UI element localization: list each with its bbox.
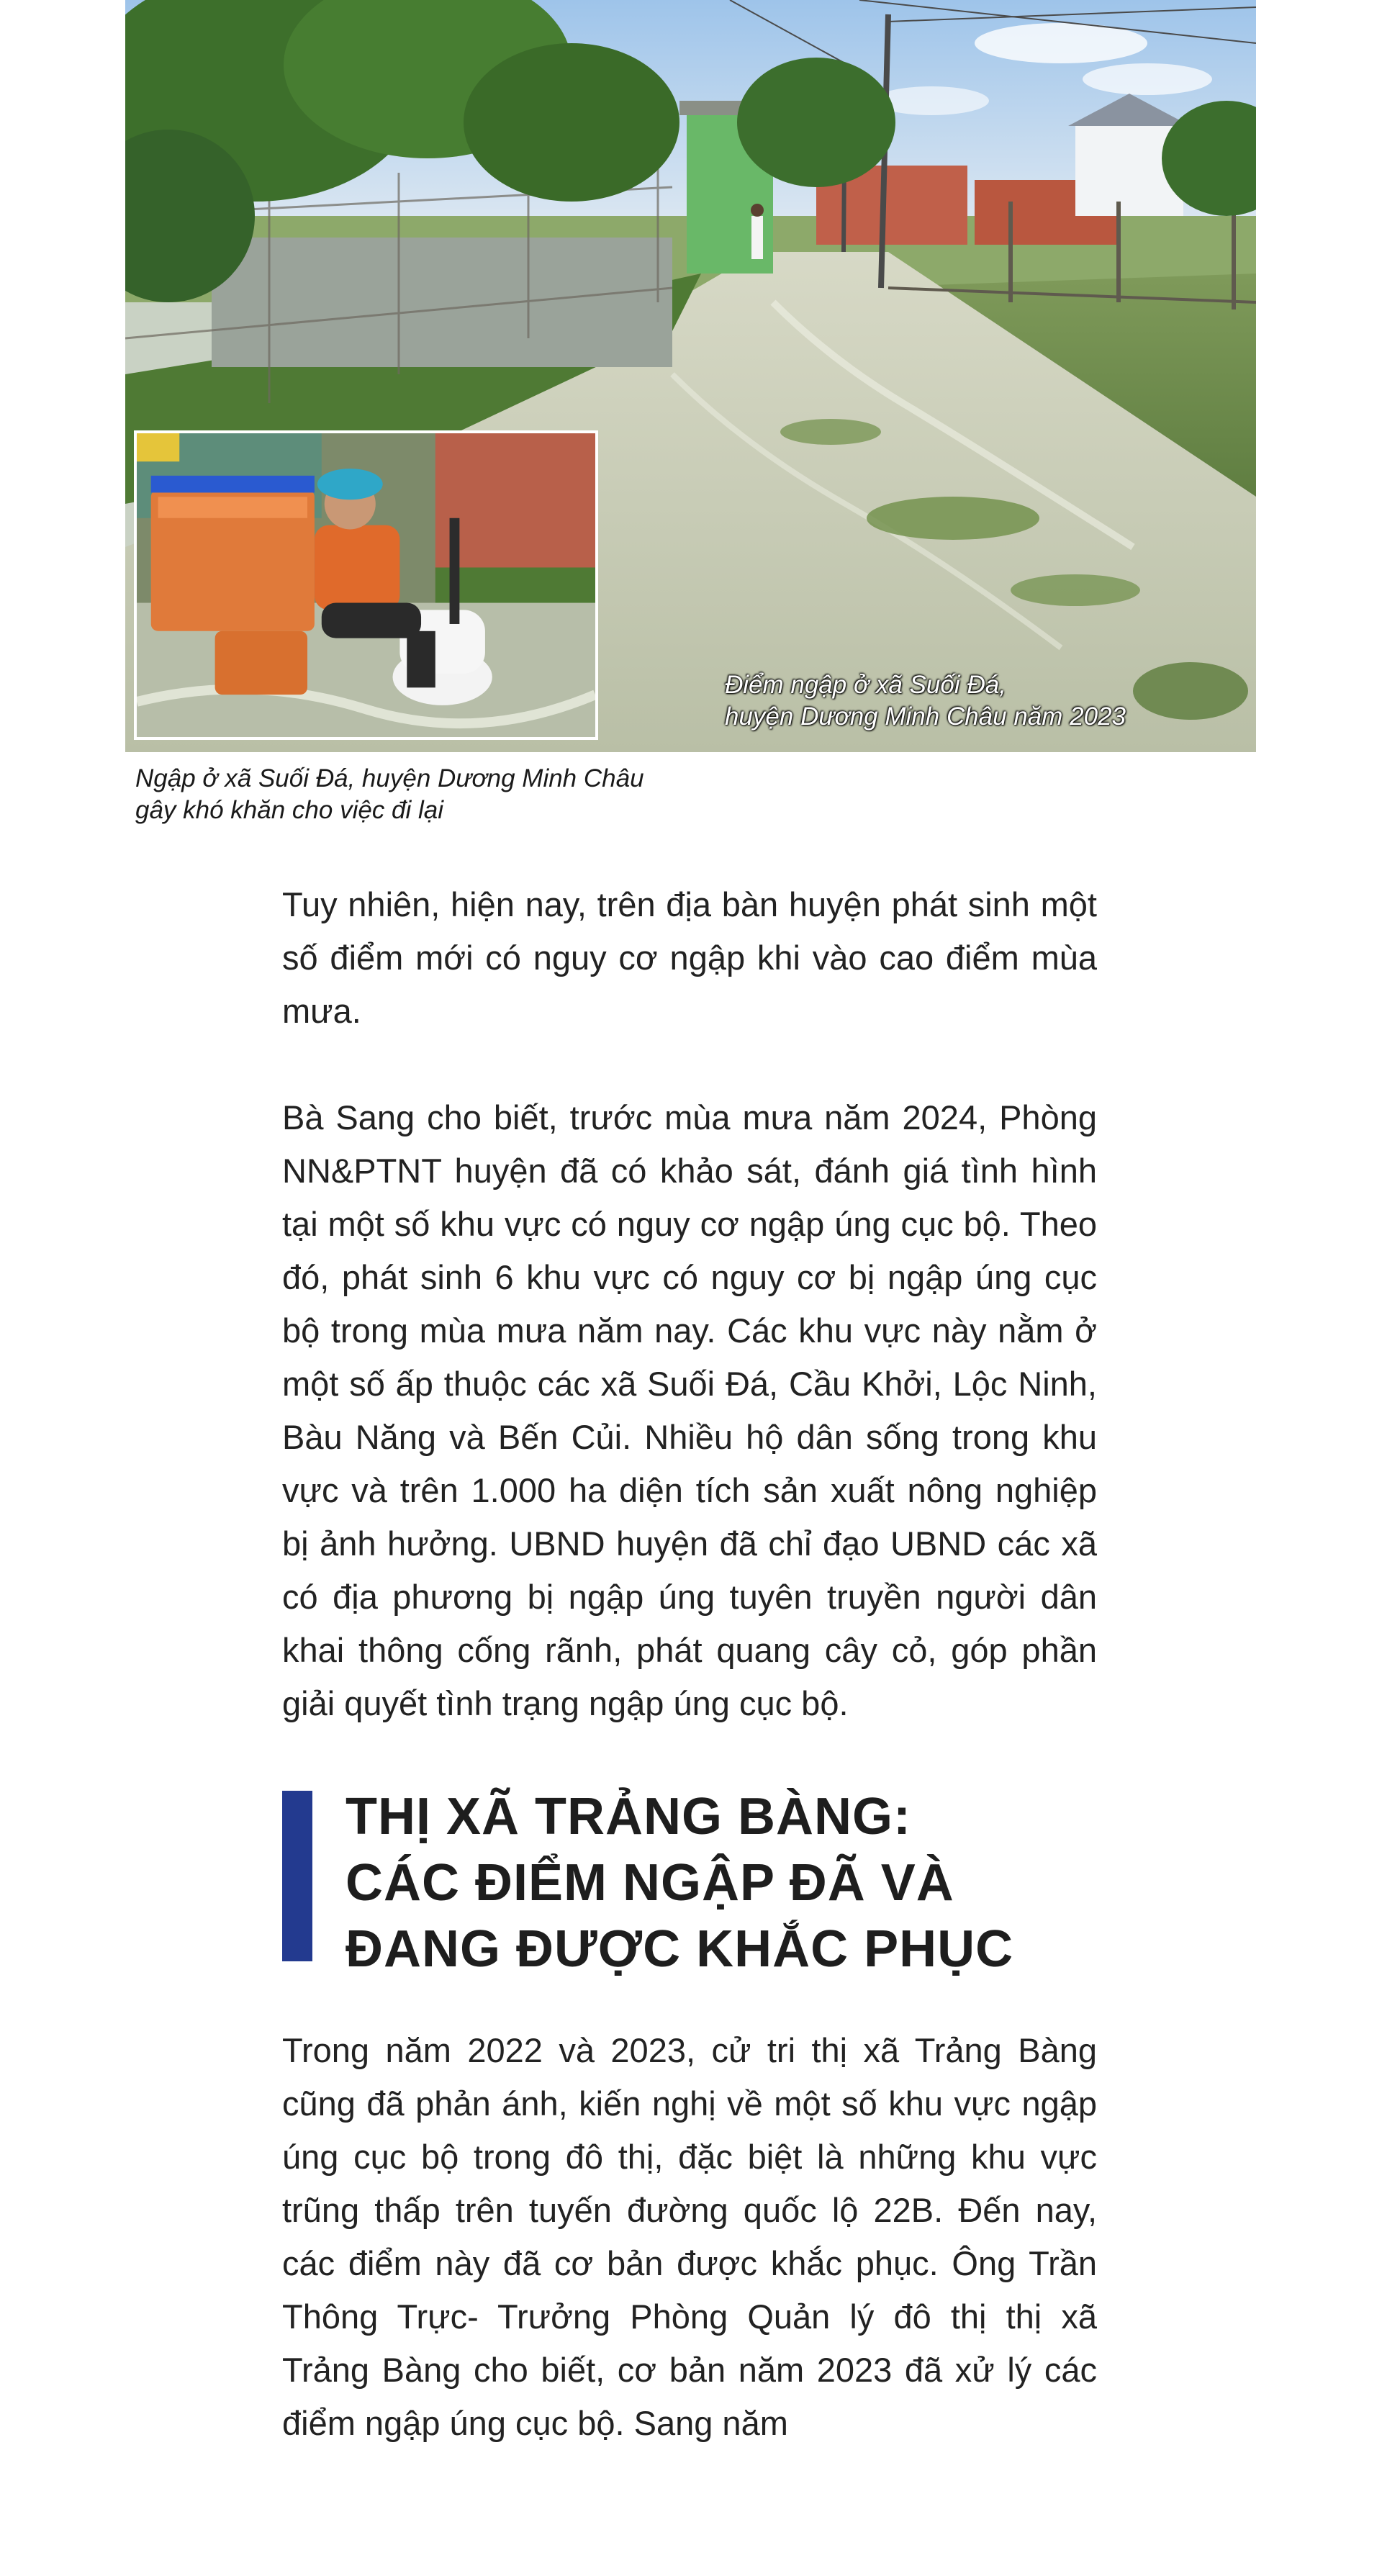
heading-line-2: CÁC ĐIỂM NGẬP ĐÃ VÀ [346,1854,954,1912]
paragraph-trang-bang: Trong năm 2022 và 2023, cử tri thị xã Trảng Bàng cũng đã phản ánh, kiến nghị về một số khu vực ngập úng cục bộ trong đô thị, đặc biệt là những khu vực trũng thấp trên tuyến đường quốc lộ 22B. Đến nay, các điểm này đã cơ bản được khắc phục. Ông Trần Thông Trực- Trưởng Phòng Quản lý đô thị thị xã Trảng Bàng cho biết, cơ bản năm 2023 đã xử lý các điểm ngập úng cục bộ. Sang năm [282,2031,1097,2442]
heading-line-3: ĐANG ĐƯỢC KHẮC PHỤC [346,1920,1014,1978]
photo-caption [135,763,783,826]
section-heading [282,1784,1097,1982]
article-body [282,878,1097,2503]
overlay-caption-line-2: huyện Dương Minh Châu năm 2023 [725,702,1126,731]
delivery-rider-photo [137,433,595,737]
heading-line-1: THỊ XÃ TRẢNG BÀNG: [346,1788,911,1845]
heading-title [346,1784,1097,1982]
inset-photo [134,430,598,740]
hero-photo [125,0,1256,752]
photo-caption-line-1: Ngập ở xã Suối Đá, huyện Dương Minh Châu [135,764,644,792]
photo-caption-line-2: gây khó khăn cho việc đi lại [135,796,444,824]
overlay-caption-line-1: Điểm ngập ở xã Suối Đá, [725,671,1006,699]
photo-overlay-caption [725,669,1229,733]
heading-accent-bar [282,1791,312,1961]
paragraph-survey: Bà Sang cho biết, trước mùa mưa năm 2024, Phòng NN&PTNT huyện đã có khảo sát, đánh giá tình hình tại một số khu vực có nguy cơ ngập úng cục bộ. Theo đó, phát sinh 6 khu vực có nguy cơ bị ngập úng cục bộ trong mùa mưa năm nay. Các khu vực này nằm ở một số ấp thuộc các xã Suối Đá, Cầu Khởi, Lộc Ninh, Bàu Năng và Bến Củi. Nhiều hộ dân sống trong khu vực và trên 1.000 ha diện tích sản xuất nông nghiệp bị ảnh hưởng. UBND huyện đã chỉ đạo UBND các xã có địa phương bị ngập úng tuyên truyền người dân khai thông cống rãnh, phát quang cây cỏ, góp phần giải quyết tình trạng ngập úng cục bộ. [282,1098,1097,1722]
paragraph-intro: Tuy nhiên, hiện nay, trên địa bàn huyện phát sinh một số điểm mới có nguy cơ ngập khi vào cao điểm mùa mưa. [282,885,1097,1030]
